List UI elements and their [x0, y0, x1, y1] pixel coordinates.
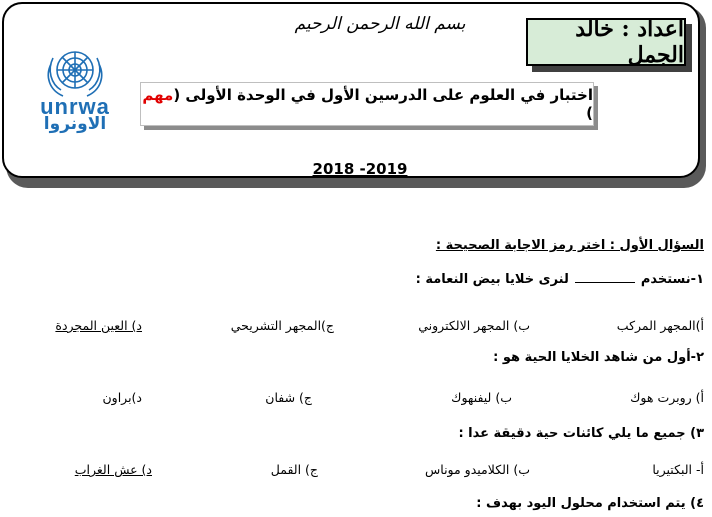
- title-box: [140, 82, 594, 126]
- basmala: بسم الله الرحمن الرحيم: [294, 14, 466, 34]
- author-name: اعداد : خالد الجمل: [575, 16, 684, 68]
- question-2: ٢-أول من شاهد الخلايا الحية هو :: [493, 350, 704, 365]
- answer-blank: [575, 282, 635, 283]
- q3-option-d: د) عش الغراب: [74, 462, 152, 477]
- question-1-stem-before: ١-نستخدم: [640, 272, 704, 287]
- logo-text-ar: الاونروا: [43, 114, 107, 134]
- q2-option-d: د)براون: [102, 390, 142, 405]
- question-1-stem-after: لنرى خلايا بيض النعامة :: [415, 272, 569, 287]
- q1-option-a: أ)المجهر المركب: [616, 318, 704, 333]
- q1-option-c: ج)المجهر التشريحي: [230, 318, 334, 333]
- question-4: ٤) يتم استخدام محلول اليود بهدف :: [476, 496, 704, 511]
- exam-title: [141, 86, 593, 122]
- q3-option-a: أ- البكتيريا: [652, 462, 704, 477]
- exam-title-main: اختبار في العلوم على الدرسين الأول في الوحدة الأولى (: [173, 86, 593, 104]
- q1-option-d: د) العين المجردة: [55, 318, 142, 333]
- q2-option-a: أ) روبرت هوك: [630, 390, 704, 405]
- question-1: [416, 272, 704, 287]
- section-heading: السؤال الأول : اختر رمز الاجابة الصحيحة :: [435, 238, 704, 253]
- important-label: مهم: [142, 86, 174, 104]
- q2-option-b: ب) ليفنهوك: [451, 390, 512, 405]
- q2-option-c: ج) شفان: [265, 390, 312, 405]
- school-year: 2018 -2019: [312, 160, 408, 178]
- logo-text-en: unrwa: [40, 94, 110, 119]
- q1-option-b: ب) المجهر الالكتروني: [418, 318, 530, 333]
- q3-option-b: ب) الكلاميدو موناس: [425, 462, 530, 477]
- q3-option-c: ج) القمل: [270, 462, 318, 477]
- author-box: [526, 18, 686, 66]
- exam-title-close: ): [586, 104, 593, 122]
- question-3: ٣) جميع ما يلي كائنات حية دقيقة عدا :: [458, 426, 704, 441]
